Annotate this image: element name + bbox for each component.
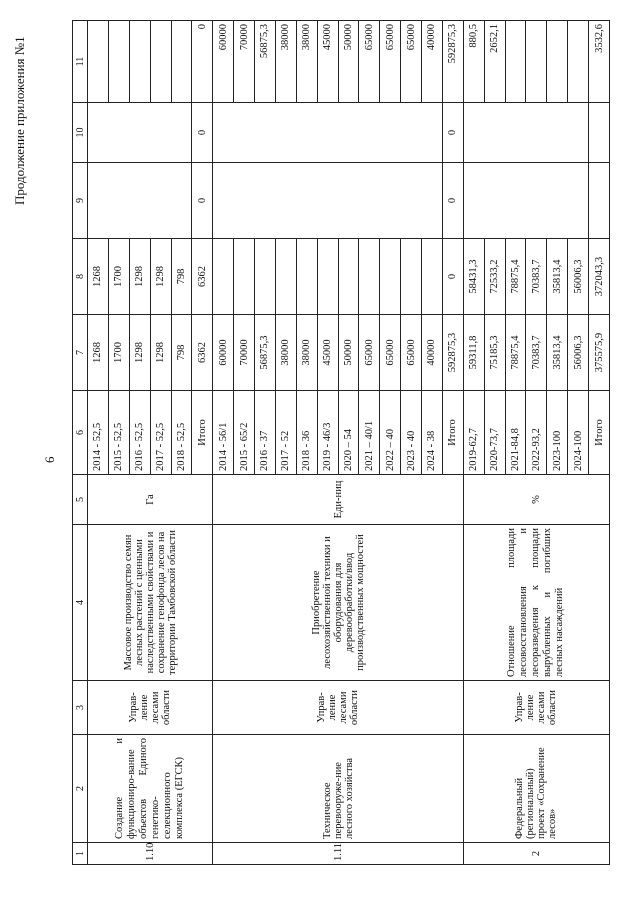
total-col11-cell: 592875,3: [442, 21, 463, 103]
col-header: 2: [73, 735, 88, 843]
col10-cell: [463, 103, 588, 163]
total-col8-cell: 0: [442, 239, 463, 315]
col8-cell: 72533,2: [484, 239, 505, 315]
col7-cell: 40000: [422, 315, 443, 391]
col11-cell: 2652,1: [484, 21, 505, 103]
col11-cell: 65000: [359, 21, 380, 103]
col11-cell: [171, 21, 192, 103]
year-value-cell: 2018 - 36: [296, 391, 317, 475]
table-row: [88, 21, 109, 865]
col8-cell: 70383,7: [526, 239, 547, 315]
column-number-row: [73, 21, 88, 865]
col8-cell: 1298: [129, 239, 150, 315]
col7-cell: 35813,4: [547, 315, 568, 391]
col8-cell: 1298: [150, 239, 171, 315]
year-value-cell: 2020 – 54: [338, 391, 359, 475]
col11-cell: [150, 21, 171, 103]
executor-cell: Управ-ление лесами области: [213, 681, 464, 735]
col10-cell: [88, 103, 192, 163]
col8-cell: 798: [171, 239, 192, 315]
measure-name-cell: Федеральный (региональный) проект «Сохранение лесов»: [463, 735, 609, 843]
col11-cell: 880,5: [463, 21, 484, 103]
col8-cell: 58431,3: [463, 239, 484, 315]
col8-cell: [234, 239, 255, 315]
year-value-cell: 2021 – 40/1: [359, 391, 380, 475]
total-col10-cell: [589, 103, 610, 163]
col-header: 5: [73, 475, 88, 525]
col-header: 1: [73, 843, 88, 865]
year-value-cell: 2022-93,2: [526, 391, 547, 475]
col8-cell: [380, 239, 401, 315]
col11-cell: 70000: [234, 21, 255, 103]
row-number-cell: 2: [463, 843, 609, 865]
col11-cell: 60000: [213, 21, 234, 103]
year-value-cell: 2015 - 65/2: [234, 391, 255, 475]
executor-cell: Управ-ление лесами области: [88, 681, 213, 735]
total-col8-cell: 372043,3: [589, 239, 610, 315]
indicator-cell: Массовое производство семян лесных растений с ценными наследственными свойствами и сохранение генофонда лесов на территории Тамбовской области: [88, 525, 213, 681]
col11-cell: 38000: [296, 21, 317, 103]
col11-cell: 56875,3: [255, 21, 276, 103]
unit-cell: Еди-ниц: [213, 475, 464, 525]
col8-cell: [255, 239, 276, 315]
col11-cell: [568, 21, 589, 103]
col11-cell: [547, 21, 568, 103]
table-body: [88, 21, 610, 865]
col-header: 6: [73, 391, 88, 475]
total-col9-cell: [589, 163, 610, 239]
table-row: [213, 21, 234, 865]
col-header: 4: [73, 525, 88, 681]
col-header: 11: [73, 21, 88, 103]
row-number-cell: 1.10: [88, 843, 213, 865]
col7-cell: 65000: [359, 315, 380, 391]
col11-cell: 45000: [317, 21, 338, 103]
year-value-cell: 2023 - 40: [401, 391, 422, 475]
col11-cell: 50000: [338, 21, 359, 103]
col9-cell: [88, 163, 192, 239]
total-col8-cell: 6362: [192, 239, 213, 315]
col7-cell: 1700: [108, 315, 129, 391]
col11-cell: 65000: [380, 21, 401, 103]
year-value-cell: 2016 - 37: [255, 391, 276, 475]
col8-cell: 1268: [88, 239, 109, 315]
col8-cell: 78875,4: [505, 239, 526, 315]
col7-cell: 1268: [88, 315, 109, 391]
program-table: [72, 20, 610, 865]
col7-cell: 56006,3: [568, 315, 589, 391]
col11-cell: [129, 21, 150, 103]
year-value-cell: 2023-100: [547, 391, 568, 475]
col8-cell: 56006,3: [568, 239, 589, 315]
col-header: 3: [73, 681, 88, 735]
col7-cell: 60000: [213, 315, 234, 391]
year-value-cell: 2014 - 56/1: [213, 391, 234, 475]
col7-cell: 38000: [275, 315, 296, 391]
col7-cell: 45000: [317, 315, 338, 391]
total-label-cell: Итого: [442, 391, 463, 475]
col11-cell: [108, 21, 129, 103]
col11-cell: [88, 21, 109, 103]
year-value-cell: 2014 - 52,5: [88, 391, 109, 475]
col8-cell: [275, 239, 296, 315]
col11-cell: 40000: [422, 21, 443, 103]
year-value-cell: 2024-100: [568, 391, 589, 475]
year-value-cell: 2017 - 52: [275, 391, 296, 475]
continuation-label: Продолжение приложения №1: [12, 36, 27, 205]
total-col11-cell: 3532,6: [589, 21, 610, 103]
col7-cell: 65000: [380, 315, 401, 391]
row-number-cell: 1.11: [213, 843, 464, 865]
total-col7-cell: 592875,3: [442, 315, 463, 391]
total-col9-cell: 0: [192, 163, 213, 239]
year-value-cell: 2021-84,8: [505, 391, 526, 475]
col7-cell: 50000: [338, 315, 359, 391]
unit-cell: %: [463, 475, 609, 525]
total-label-cell: Итого: [192, 391, 213, 475]
col8-cell: [422, 239, 443, 315]
total-col9-cell: 0: [442, 163, 463, 239]
total-col7-cell: 6362: [192, 315, 213, 391]
year-value-cell: 2020-73,7: [484, 391, 505, 475]
col7-cell: 70000: [234, 315, 255, 391]
executor-cell: Управ-ление лесами области: [463, 681, 609, 735]
col7-cell: 56875,3: [255, 315, 276, 391]
measure-name-cell: Техническое перевооруже-ние лесного хозяйства: [213, 735, 464, 843]
col7-cell: 65000: [401, 315, 422, 391]
col9-cell: [213, 163, 443, 239]
col7-cell: 1298: [150, 315, 171, 391]
col11-cell: 38000: [275, 21, 296, 103]
col10-cell: [213, 103, 443, 163]
year-value-cell: 2018 - 52,5: [171, 391, 192, 475]
year-value-cell: 2016 - 52,5: [129, 391, 150, 475]
col8-cell: 35813,4: [547, 239, 568, 315]
col-header: 7: [73, 315, 88, 391]
col7-cell: 1298: [129, 315, 150, 391]
col7-cell: 78875,4: [505, 315, 526, 391]
col9-cell: [463, 163, 588, 239]
page-number: 6: [42, 456, 57, 463]
col7-cell: 70383,7: [526, 315, 547, 391]
year-value-cell: 2024 - 38: [422, 391, 443, 475]
total-col7-cell: 375575,9: [589, 315, 610, 391]
total-col10-cell: 0: [442, 103, 463, 163]
year-value-cell: 2022 – 40: [380, 391, 401, 475]
total-col11-cell: 0: [192, 21, 213, 103]
year-value-cell: 2019 - 46/3: [317, 391, 338, 475]
indicator-cell: Приобретение лесохозяйственной техники и оборудования для деревообработки/ввод производственных мощностей: [213, 525, 464, 681]
col8-cell: [338, 239, 359, 315]
table-row: [463, 21, 484, 865]
col11-cell: [505, 21, 526, 103]
year-value-cell: 2017 - 52,5: [150, 391, 171, 475]
col11-cell: [526, 21, 547, 103]
col7-cell: 59311,8: [463, 315, 484, 391]
col8-cell: [359, 239, 380, 315]
col-header: 9: [73, 163, 88, 239]
col8-cell: [213, 239, 234, 315]
total-label-cell: Итого: [589, 391, 610, 475]
col8-cell: [317, 239, 338, 315]
year-value-cell: 2019-62,7: [463, 391, 484, 475]
col-header: 8: [73, 239, 88, 315]
total-col10-cell: 0: [192, 103, 213, 163]
col11-cell: 65000: [401, 21, 422, 103]
col7-cell: 798: [171, 315, 192, 391]
col7-cell: 38000: [296, 315, 317, 391]
indicator-cell: Отношение площади лесовосстановления и лесоразведения к площади вырубленных и погибших лесных насаждений: [463, 525, 609, 681]
col8-cell: [296, 239, 317, 315]
col7-cell: 75185,3: [484, 315, 505, 391]
col8-cell: 1700: [108, 239, 129, 315]
col-header: 10: [73, 103, 88, 163]
unit-cell: Га: [88, 475, 213, 525]
measure-name-cell: Создание и функциониро-вание объектов Единого генетико-селекционного комплекса (ЕГСК): [88, 735, 213, 843]
col8-cell: [401, 239, 422, 315]
year-value-cell: 2015 - 52,5: [108, 391, 129, 475]
